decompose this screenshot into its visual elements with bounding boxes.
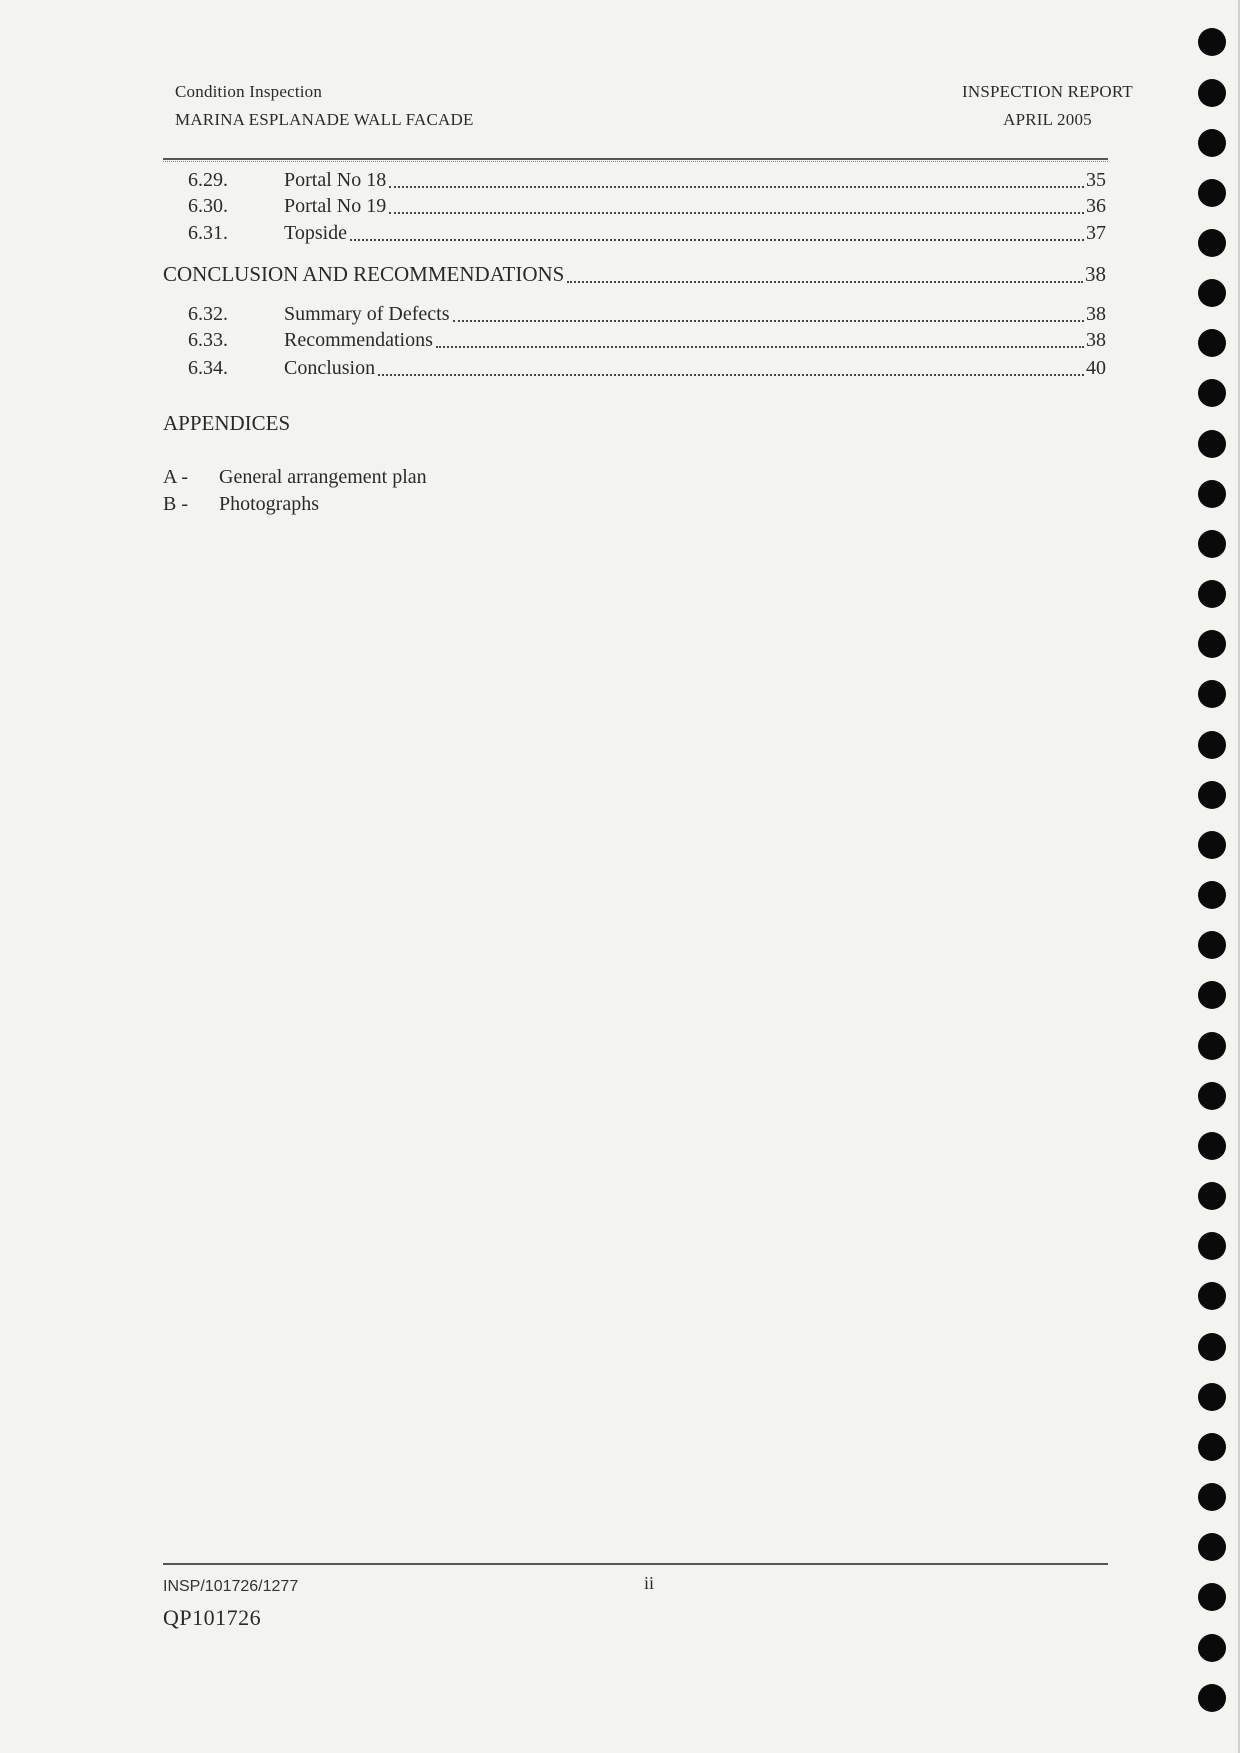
toc-entry[interactable] [188, 192, 1106, 220]
appendix-title: General arrangement plan [219, 466, 427, 488]
binding-hole [1198, 1583, 1226, 1611]
binding-hole [1198, 981, 1226, 1009]
toc-leader-dots [378, 374, 1084, 376]
toc-entry-number: 6.29. [188, 169, 228, 191]
binding-hole [1198, 831, 1226, 859]
toc-entry[interactable] [188, 354, 1106, 382]
footer-page-number: ii [644, 1573, 655, 1593]
toc-entry-number: 6.31. [188, 222, 228, 244]
toc-entry-page: 38 [1086, 303, 1106, 325]
binding-hole [1198, 1483, 1226, 1511]
binding-holes [1198, 0, 1230, 1753]
binding-hole [1198, 129, 1226, 157]
header-divider-dotted [163, 161, 1108, 162]
binding-hole [1198, 1383, 1226, 1411]
binding-hole [1198, 630, 1226, 658]
appendix-letter: B - [163, 493, 188, 515]
toc-entry-number: 6.34. [188, 357, 228, 379]
toc-entry-title: Portal No 18 [284, 169, 387, 191]
toc-entry[interactable] [188, 166, 1106, 194]
binding-hole [1198, 1433, 1226, 1461]
header-report-type: INSPECTION REPORT [962, 82, 1133, 101]
binding-hole [1198, 931, 1226, 959]
binding-hole [1198, 179, 1226, 207]
toc-leader-dots [389, 212, 1084, 214]
header-divider [163, 158, 1108, 160]
binding-hole [1198, 580, 1226, 608]
header-report-date: APRIL 2005 [1003, 110, 1092, 129]
toc-leader-dots [567, 281, 1083, 283]
appendix-item[interactable] [163, 463, 427, 491]
binding-hole [1198, 1232, 1226, 1260]
footer-reference: INSP/101726/1277 [163, 1578, 299, 1595]
toc-entry-number: 6.32. [188, 303, 228, 325]
toc-leader-dots [453, 320, 1084, 322]
toc-entry-title: Recommendations [284, 329, 433, 351]
toc-entry-title: Summary of Defects [284, 303, 450, 325]
toc-entry-page: 37 [1086, 222, 1106, 244]
binding-hole [1198, 379, 1226, 407]
binding-hole [1198, 1082, 1226, 1110]
binding-hole [1198, 530, 1226, 558]
binding-hole [1198, 1634, 1226, 1662]
binding-hole [1198, 1684, 1226, 1712]
toc-entry-title: Topside [284, 222, 348, 244]
toc-entry-number: 6.33. [188, 329, 228, 351]
header-left [175, 78, 474, 134]
binding-hole [1198, 1533, 1226, 1561]
binding-hole [1198, 1282, 1226, 1310]
binding-hole [1198, 28, 1226, 56]
binding-hole [1198, 480, 1226, 508]
binding-hole [1198, 731, 1226, 759]
footer-document-code: QP101726 [163, 1605, 262, 1630]
appendix-item[interactable] [163, 490, 319, 518]
binding-hole [1198, 881, 1226, 909]
toc-leader-dots [389, 186, 1084, 188]
toc-entry[interactable] [188, 300, 1106, 328]
footer-divider [163, 1563, 1108, 1565]
appendix-title: Photographs [219, 493, 319, 515]
binding-hole [1198, 1132, 1226, 1160]
toc-entry-number: 6.30. [188, 195, 228, 217]
toc-leader-dots [350, 239, 1084, 241]
header-project-name: MARINA ESPLANADE WALL FACADE [175, 110, 474, 129]
toc-entry-page: 38 [1086, 329, 1106, 351]
toc-entry-page: 35 [1086, 169, 1106, 191]
appendix-letter: A - [163, 466, 188, 488]
toc-entry-page: 40 [1086, 357, 1106, 379]
header-document-type: Condition Inspection [175, 82, 323, 101]
binding-hole [1198, 781, 1226, 809]
toc-entry-page: 36 [1086, 195, 1106, 217]
toc-entry[interactable] [188, 326, 1106, 354]
binding-hole [1198, 1182, 1226, 1210]
appendices-heading: APPENDICES [163, 411, 291, 435]
toc-chapter-page: 38 [1085, 262, 1106, 286]
toc-chapter-title: CONCLUSION AND RECOMMENDATIONS [163, 262, 565, 286]
header-right [962, 78, 1133, 134]
toc-leader-dots [436, 346, 1084, 348]
binding-hole [1198, 1333, 1226, 1361]
binding-hole [1198, 229, 1226, 257]
toc-entry-title: Portal No 19 [284, 195, 387, 217]
toc-entry[interactable] [188, 219, 1106, 247]
toc-entry-title: Conclusion [284, 357, 376, 379]
binding-hole [1198, 680, 1226, 708]
binding-hole [1198, 430, 1226, 458]
binding-hole [1198, 1032, 1226, 1060]
binding-hole [1198, 79, 1226, 107]
binding-hole [1198, 329, 1226, 357]
toc-chapter-entry[interactable] [163, 259, 1106, 289]
binding-hole [1198, 279, 1226, 307]
